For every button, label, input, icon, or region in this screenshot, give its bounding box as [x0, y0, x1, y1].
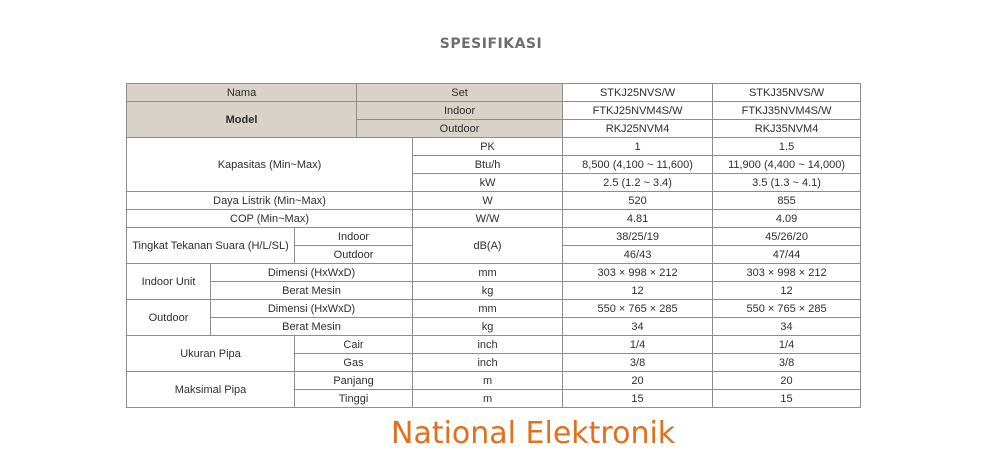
unit-cell: mm [413, 300, 563, 318]
indoor-model-2: FTKJ35NVM4S/W [713, 102, 861, 120]
value-cell: 3/8 [563, 354, 713, 372]
value-cell: 38/25/19 [563, 228, 713, 246]
value-cell: 303 × 998 × 212 [563, 264, 713, 282]
indoor-model-1: FTKJ25NVM4S/W [563, 102, 713, 120]
unit-cell: dB(A) [413, 228, 563, 264]
table-row [127, 318, 861, 336]
suara-label: Tingkat Tekanan Suara (H/L/SL) [127, 228, 295, 264]
cop-label: COP (Min~Max) [127, 210, 413, 228]
table-row [127, 138, 861, 156]
sub-label: Dimensi (HxWxD) [211, 300, 413, 318]
table-row [127, 228, 861, 246]
value-cell: 1 [563, 138, 713, 156]
spec-table [126, 83, 861, 408]
maks-label: Maksimal Pipa [127, 372, 295, 408]
kapasitas-label: Kapasitas (Min~Max) [127, 138, 413, 192]
set-model-1: STKJ25NVS/W [563, 84, 713, 102]
value-cell: 45/26/20 [713, 228, 861, 246]
value-cell: 4.81 [563, 210, 713, 228]
value-cell: 46/43 [563, 246, 713, 264]
value-cell: 1/4 [563, 336, 713, 354]
unit-cell: inch [413, 336, 563, 354]
unit-cell: PK [413, 138, 563, 156]
table-row [127, 372, 861, 390]
value-cell: 550 × 765 × 285 [713, 300, 861, 318]
sub-label: Cair [295, 336, 413, 354]
value-cell: 12 [713, 282, 861, 300]
value-cell: 550 × 765 × 285 [563, 300, 713, 318]
unit-cell: W/W [413, 210, 563, 228]
unit-cell: W [413, 192, 563, 210]
sub-label: Dimensi (HxWxD) [211, 264, 413, 282]
value-cell: 1/4 [713, 336, 861, 354]
model-header: Model [127, 102, 357, 138]
value-cell: 303 × 998 × 212 [713, 264, 861, 282]
sub-label: Tinggi [295, 390, 413, 408]
watermark-text: National Elektronik [391, 416, 676, 451]
sub-label: Indoor [295, 228, 413, 246]
value-cell: 855 [713, 192, 861, 210]
unit-cell: mm [413, 264, 563, 282]
table-row [127, 282, 861, 300]
indoor-label: Indoor [357, 102, 563, 120]
outdoor-unit-label: Outdoor [127, 300, 211, 336]
value-cell: 15 [713, 390, 861, 408]
value-cell: 520 [563, 192, 713, 210]
outdoor-model-1: RKJ25NVM4 [563, 120, 713, 138]
daya-label: Daya Listrik (Min~Max) [127, 192, 413, 210]
value-cell: 3/8 [713, 354, 861, 372]
nama-header: Nama [127, 84, 357, 102]
value-cell: 8,500 (4,100 ~ 11,600) [563, 156, 713, 174]
pipa-label: Ukuran Pipa [127, 336, 295, 372]
table-row [127, 300, 861, 318]
set-label: Set [357, 84, 563, 102]
value-cell: 20 [713, 372, 861, 390]
unit-cell: Btu/h [413, 156, 563, 174]
sub-label: Berat Mesin [211, 318, 413, 336]
sub-label: Gas [295, 354, 413, 372]
set-model-2: STKJ35NVS/W [713, 84, 861, 102]
indoor-unit-label: Indoor Unit [127, 264, 211, 300]
table-row [127, 336, 861, 354]
value-cell: 3.5 (1.3 ~ 4.1) [713, 174, 861, 192]
sub-label: Berat Mesin [211, 282, 413, 300]
table-row [127, 84, 861, 102]
value-cell: 47/44 [713, 246, 861, 264]
value-cell: 4.09 [713, 210, 861, 228]
value-cell: 20 [563, 372, 713, 390]
unit-cell: kg [413, 318, 563, 336]
value-cell: 11,900 (4,400 ~ 14,000) [713, 156, 861, 174]
outdoor-label: Outdoor [357, 120, 563, 138]
sub-label: Panjang [295, 372, 413, 390]
page-title: SPESIFIKASI [439, 36, 543, 52]
value-cell: 2.5 (1.2 ~ 3.4) [563, 174, 713, 192]
value-cell: 34 [713, 318, 861, 336]
unit-cell: inch [413, 354, 563, 372]
table-row [127, 102, 861, 120]
value-cell: 34 [563, 318, 713, 336]
table-row [127, 210, 861, 228]
outdoor-model-2: RKJ35NVM4 [713, 120, 861, 138]
table-row [127, 192, 861, 210]
unit-cell: kW [413, 174, 563, 192]
unit-cell: m [413, 390, 563, 408]
table-row [127, 264, 861, 282]
value-cell: 1.5 [713, 138, 861, 156]
unit-cell: kg [413, 282, 563, 300]
unit-cell: m [413, 372, 563, 390]
value-cell: 15 [563, 390, 713, 408]
sub-label: Outdoor [295, 246, 413, 264]
value-cell: 12 [563, 282, 713, 300]
